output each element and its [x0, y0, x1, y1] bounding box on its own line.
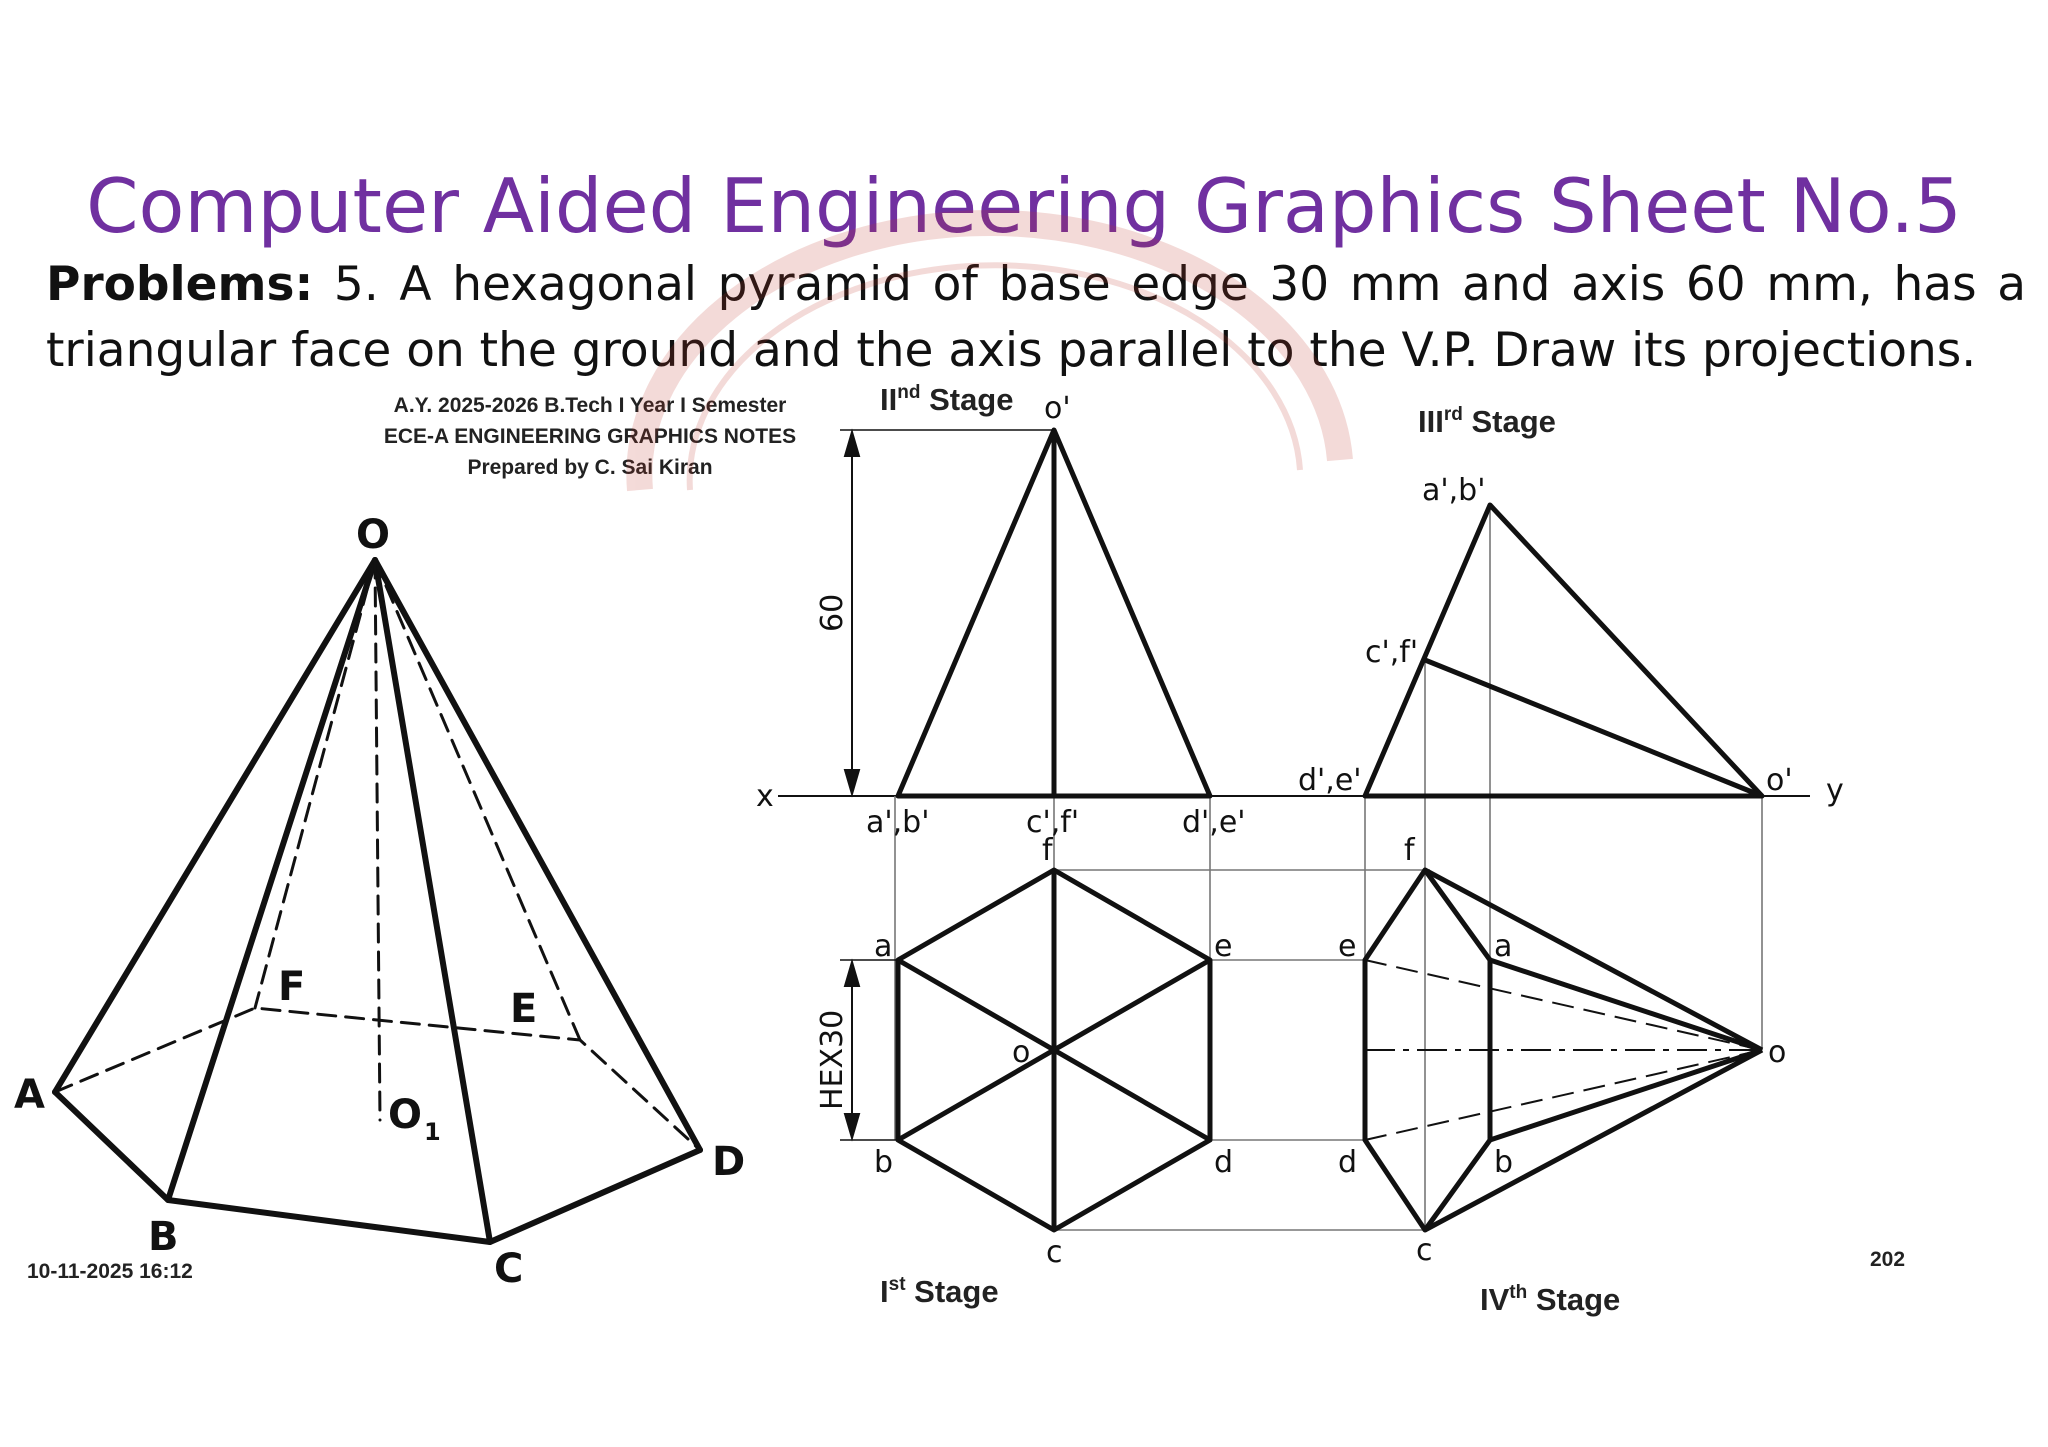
header-note-line2: ECE-A ENGINEERING GRAPHICS NOTES [383, 425, 797, 448]
label-top-o: o [1012, 1035, 1031, 1070]
height-dimension [840, 430, 1054, 794]
iso-edge-OB [168, 560, 375, 1200]
label-de-front: d',e' [1182, 805, 1246, 840]
page-number: 202 [1870, 1248, 1906, 1271]
iso-edge-OA [55, 560, 375, 1092]
stage1-caption: Ist Stage [880, 1274, 999, 1309]
label-s4-c: c [1416, 1233, 1433, 1268]
label-top-e: e [1214, 929, 1233, 964]
label-s3-ab: a',b' [1422, 473, 1486, 508]
label-top-d: d [1214, 1145, 1234, 1180]
college-stamp-watermark [639, 223, 1340, 490]
label-o-front: o' [1044, 391, 1071, 426]
iso-base-hidden [55, 1008, 700, 1150]
iso-edge-OE [375, 560, 580, 1040]
label-s4-d: d [1338, 1145, 1358, 1180]
label-s3-de: d',e' [1298, 763, 1362, 798]
iso-label-O1-sub: 1 [424, 1118, 441, 1146]
page-title: Computer Aided Engineering Graphics Sheet No.5 [86, 162, 1962, 250]
label-s4-f: f [1404, 833, 1415, 868]
stage1-top-view [898, 870, 1210, 1230]
isometric-pyramid [55, 560, 700, 1242]
iso-label-E: E [510, 986, 538, 1032]
label-top-c: c [1046, 1235, 1063, 1270]
iso-axis [375, 560, 380, 1120]
hex-dimension-label: HEX30 [815, 1009, 850, 1110]
timestamp: 10-11-2025 16:12 [27, 1260, 193, 1283]
stage4-caption: IVth Stage [1480, 1282, 1621, 1317]
iso-label-O: O [356, 512, 391, 558]
label-s3-o: o' [1766, 763, 1793, 798]
iso-label-F: F [278, 964, 306, 1010]
stage2-front-view [898, 430, 1210, 796]
label-x: x [756, 779, 774, 814]
label-s4-o: o [1768, 1035, 1787, 1070]
iso-label-O1: O [388, 1092, 423, 1138]
label-s4-e: e [1338, 929, 1357, 964]
header-note-line3: Prepared by C. Sai Kiran [467, 456, 713, 479]
label-top-b: b [874, 1145, 894, 1180]
iso-label-C: C [494, 1246, 524, 1292]
problem-prefix: Problems: [46, 257, 314, 312]
label-s4-a: a [1494, 929, 1513, 964]
label-y: y [1826, 773, 1844, 808]
iso-label-B: B [148, 1214, 179, 1260]
stage2-caption: IInd Stage [880, 382, 1014, 417]
label-ab-front: a',b' [866, 805, 930, 840]
iso-edge-OF [255, 560, 375, 1008]
iso-label-A: A [14, 1072, 45, 1118]
label-s3-cf: c',f' [1365, 635, 1419, 670]
header-note-line1: A.Y. 2025-2026 B.Tech I Year I Semester [393, 394, 787, 417]
iso-label-D: D [712, 1139, 746, 1185]
height-dimension-label: 60 [815, 593, 850, 632]
stage3-caption: IIIrd Stage [1418, 404, 1556, 439]
label-top-f: f [1042, 833, 1053, 868]
label-s4-b: b [1494, 1145, 1514, 1180]
label-cf-front: c',f' [1026, 805, 1080, 840]
label-top-a: a [874, 929, 893, 964]
problem-text: 5. A hexagonal pyramid of base edge 30 mm and axis 60 mm, has a triangular face on the ground and the axis parallel to the V.P. Draw its projections. [46, 257, 2026, 378]
